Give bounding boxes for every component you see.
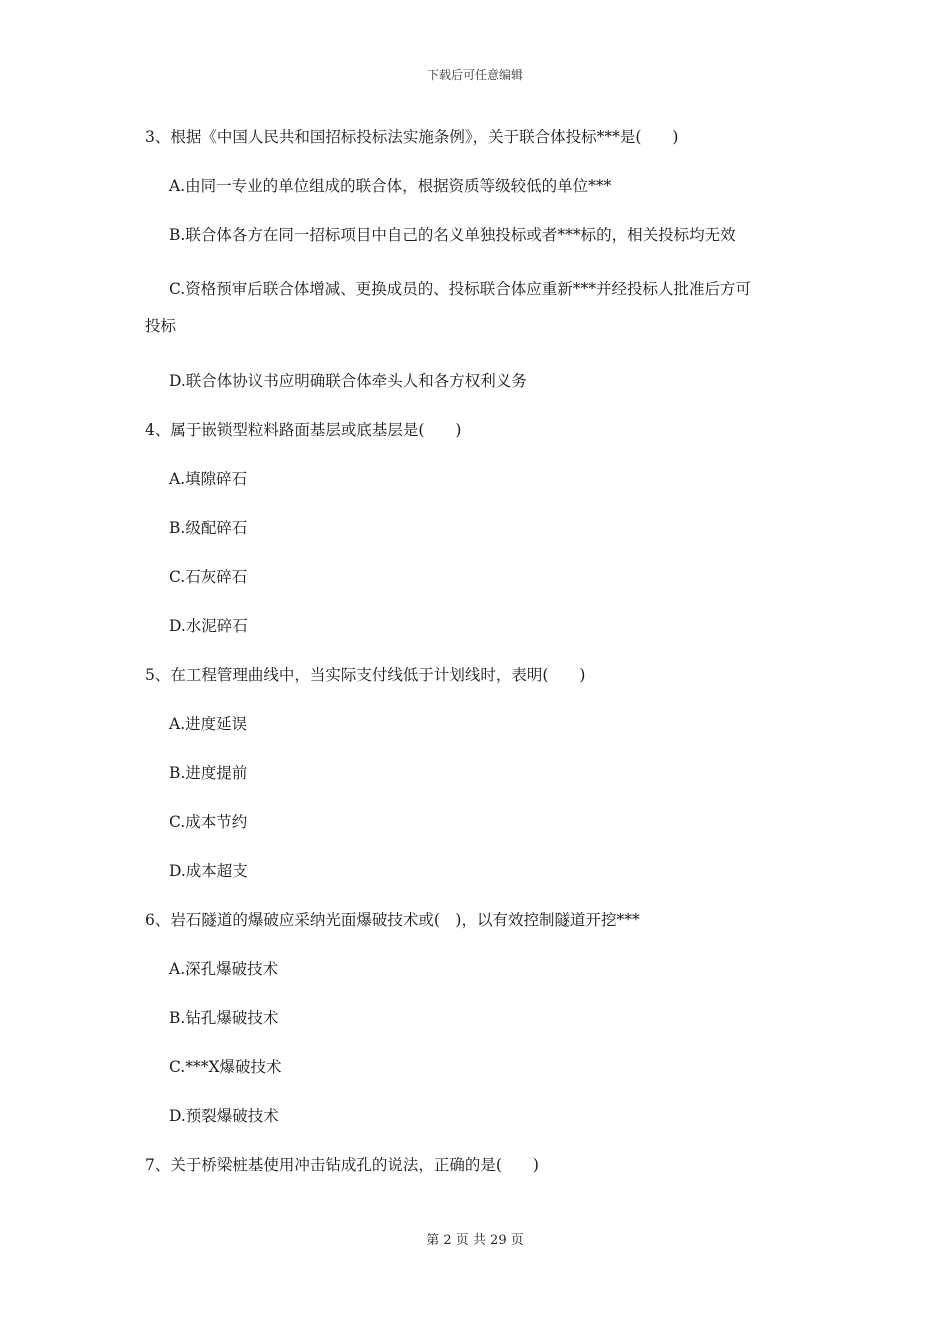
question-6 bbox=[145, 907, 810, 1129]
question-stem: 3、根据《中国人民共和国招标投标法实施条例》，关于联合体投标***是( ) bbox=[145, 128, 679, 146]
question-stem: 4、属于嵌锁型粒料路面基层或底基层是( ) bbox=[145, 421, 462, 439]
option-c-line1: C.资格预审后联合体增减、更换成员的、投标联合体应重新***并经投标人批准后方可 bbox=[169, 280, 751, 298]
option-c-line2: 投标 bbox=[145, 317, 177, 335]
option-c: C.***X爆破技术 bbox=[169, 1058, 282, 1076]
option-a: A.深孔爆破技术 bbox=[169, 960, 279, 978]
option-c: C.石灰碎石 bbox=[169, 568, 248, 586]
question-stem: 6、岩石隧道的爆破应采纳光面爆破技术或( )，以有效控制隧道开挖*** bbox=[145, 911, 640, 929]
question-5 bbox=[145, 662, 810, 884]
question-stem: 7、关于桥梁桩基使用冲击钻成孔的说法，正确的是( ) bbox=[145, 1156, 539, 1174]
question-4 bbox=[145, 417, 810, 639]
option-c bbox=[145, 271, 810, 345]
option-d: D.成本超支 bbox=[169, 862, 248, 880]
option-a: A.由同一专业的单位组成的联合体，根据资质等级较低的单位*** bbox=[169, 177, 612, 195]
option-c: C.成本节约 bbox=[169, 813, 248, 831]
question-3 bbox=[145, 124, 810, 394]
question-7 bbox=[145, 1152, 810, 1178]
page-header: 下载后可任意编辑 bbox=[426, 68, 523, 82]
option-d: D.预裂爆破技术 bbox=[169, 1107, 279, 1125]
question-stem: 5、在工程管理曲线中，当实际支付线低于计划线时，表明( ) bbox=[145, 666, 586, 684]
option-d: D.联合体协议书应明确联合体牵头人和各方权利义务 bbox=[169, 372, 527, 390]
option-d: D.水泥碎石 bbox=[169, 617, 248, 635]
option-b: B.联合体各方在同一招标项目中自己的名义单独投标或者***标的，相关投标均无效 bbox=[169, 226, 736, 244]
option-b: B.级配碎石 bbox=[169, 519, 248, 537]
option-b: B.进度提前 bbox=[169, 764, 248, 782]
option-a: A.填隙碎石 bbox=[169, 470, 248, 488]
option-b: B.钻孔爆破技术 bbox=[169, 1009, 279, 1027]
document-body bbox=[145, 124, 810, 1201]
option-a: A.进度延误 bbox=[169, 715, 248, 733]
page-footer: 第 2 页 共 29 页 bbox=[426, 1233, 524, 1248]
